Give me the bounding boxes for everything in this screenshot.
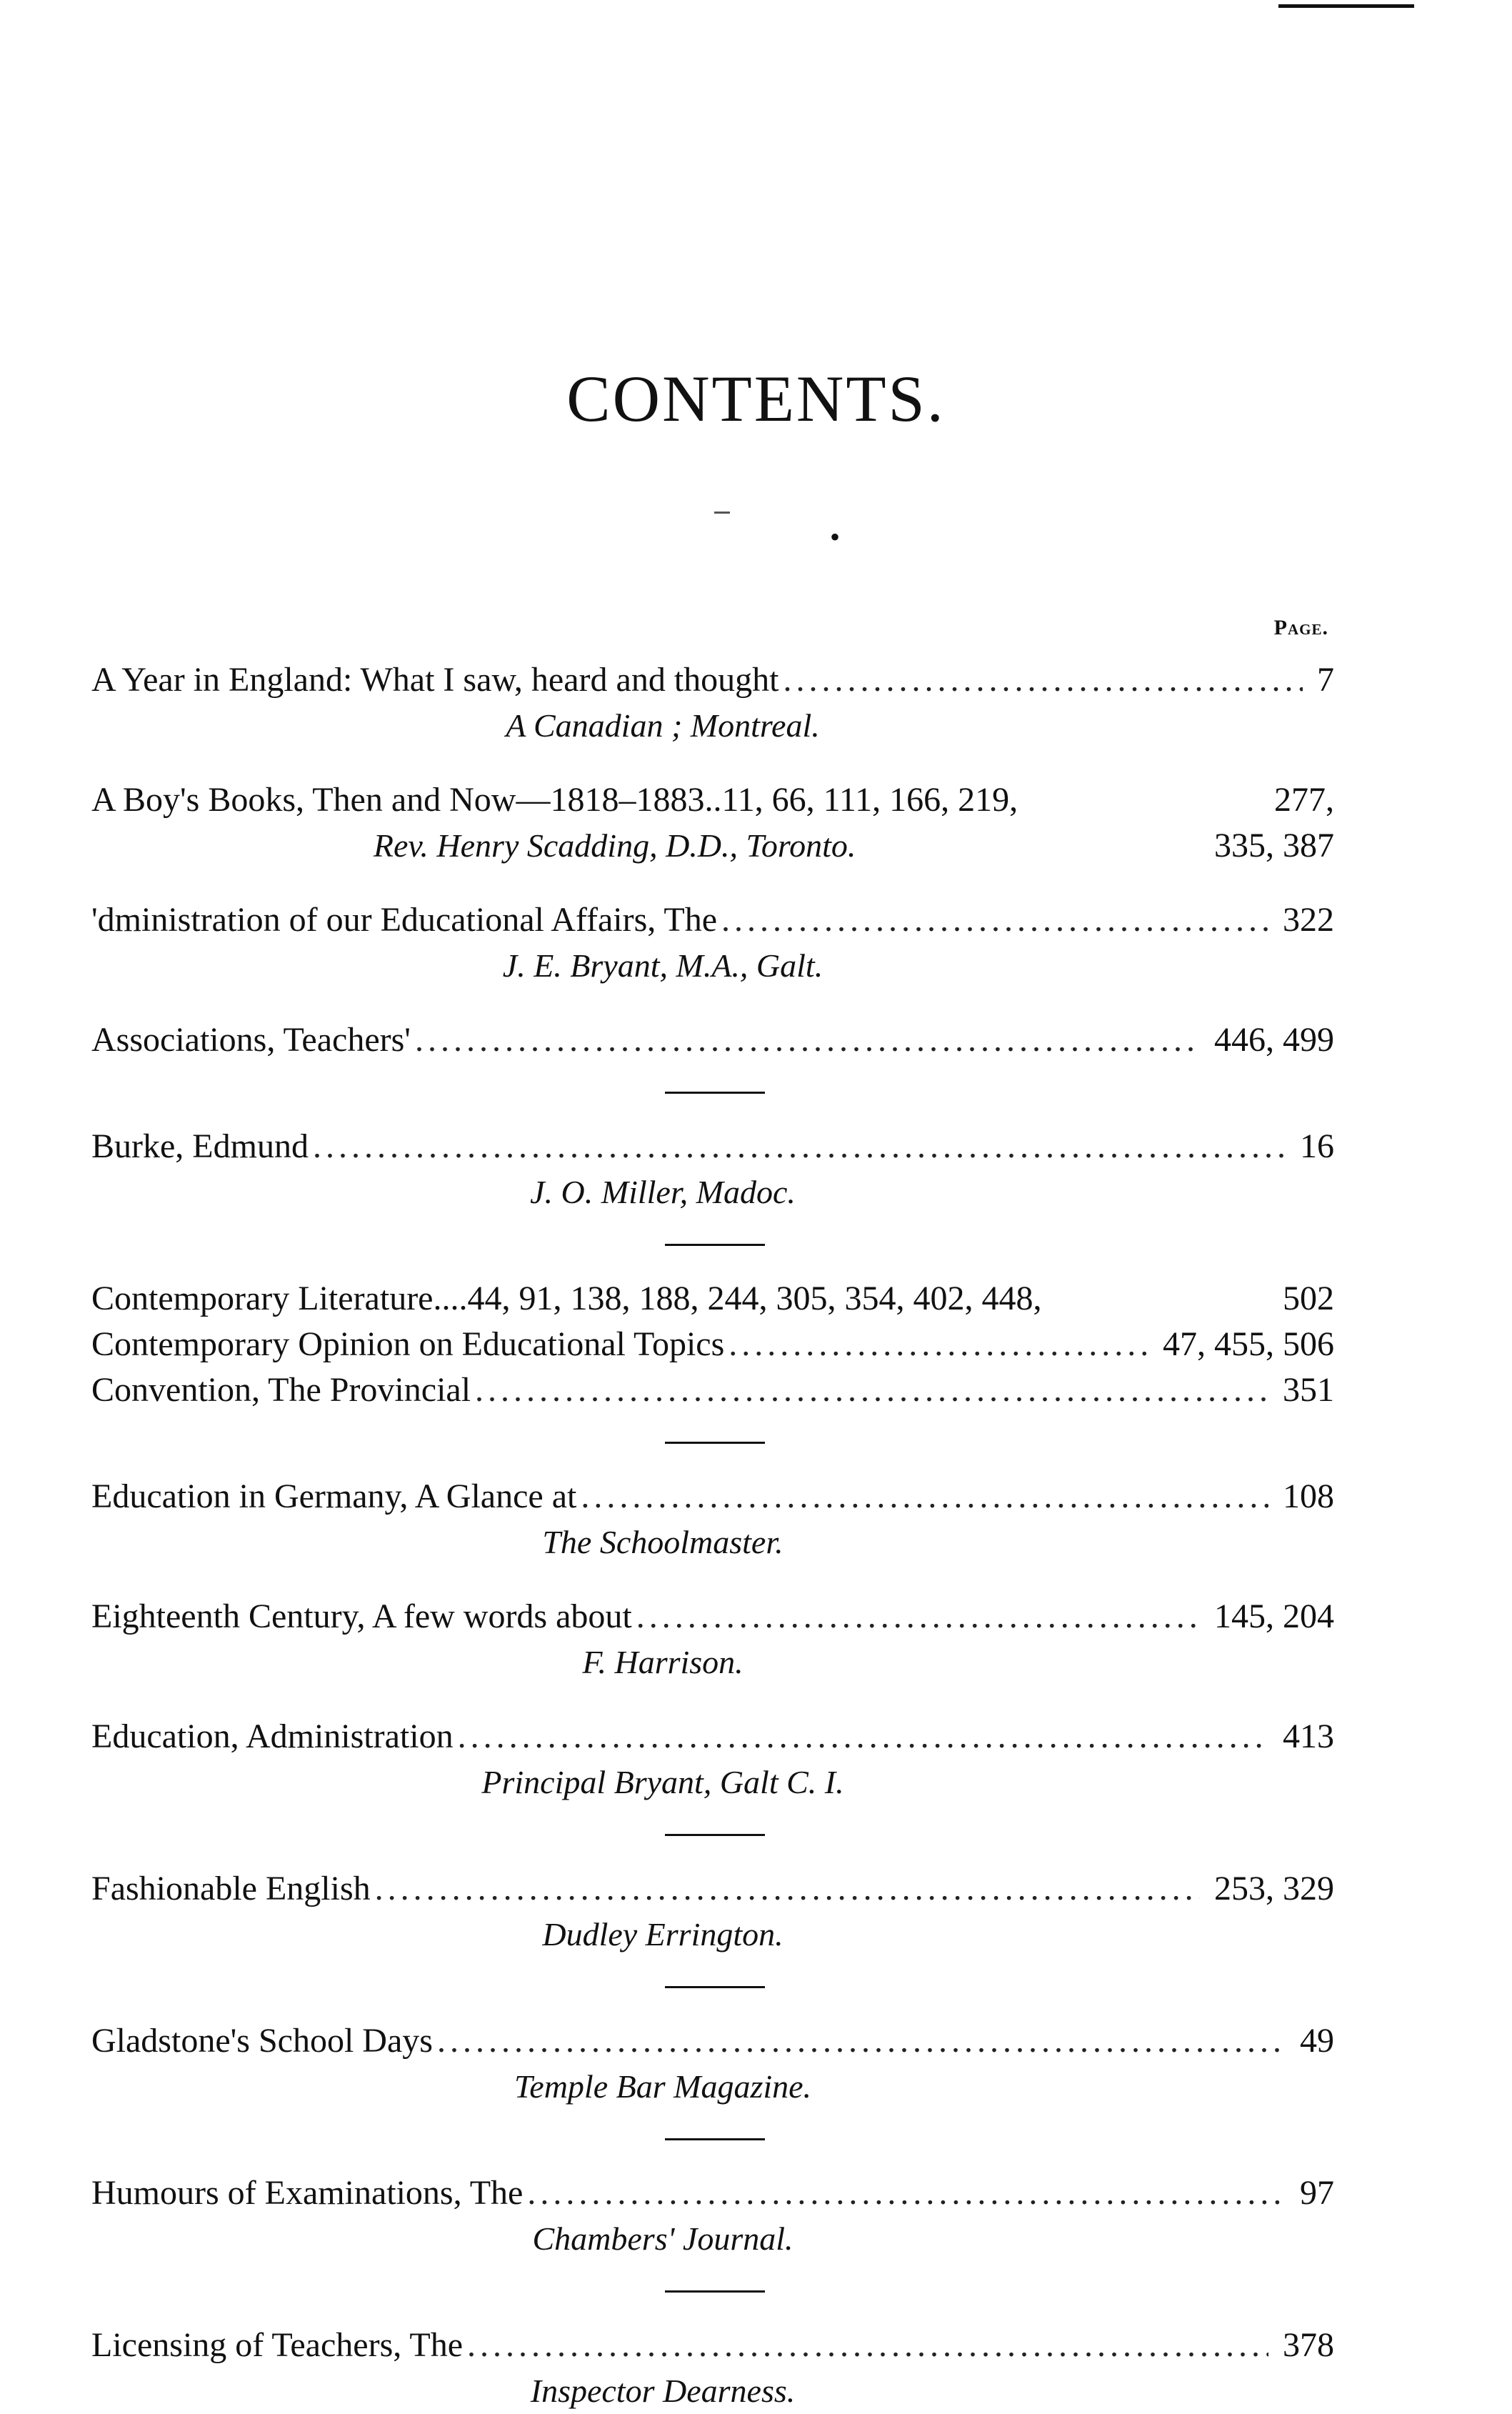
entry-pages: 322 — [1283, 901, 1334, 939]
entry-author: The Schoolmaster. — [542, 1524, 783, 1560]
contents-entry — [91, 1124, 1334, 1215]
entry-pages: 7 — [1317, 661, 1334, 699]
top-rule — [1278, 4, 1414, 8]
entry-pages: 413 — [1283, 1717, 1334, 1755]
contents-entry — [91, 1017, 1334, 1063]
entry-author: J. E. Bryant, M.A., Galt. — [502, 947, 823, 984]
entry-title[interactable]: Education in Germany, A Glance at — [91, 1477, 577, 1515]
entry-pages: 145, 204 — [1214, 1597, 1334, 1635]
dot-leader — [527, 2170, 1286, 2216]
section-separator — [665, 1092, 765, 1094]
dot-leader — [313, 1124, 1286, 1169]
contents-entry — [91, 1474, 1334, 1565]
section-separator — [665, 1244, 765, 1246]
entry-pages: 378 — [1283, 2326, 1334, 2364]
entry-title[interactable]: 'dministration of our Educational Affairs, The — [91, 901, 718, 939]
entry-title[interactable]: Gladstone's School Days — [91, 2022, 433, 2060]
contents-list — [91, 657, 1334, 2414]
section-separator — [665, 2138, 765, 2140]
entry-title[interactable]: Contemporary Literature....44, 91, 138, 188, 244, 305, 354, 402, 448, — [91, 1280, 1042, 1317]
contents-entry — [91, 657, 1334, 749]
contents-entry — [91, 897, 1334, 989]
entry-author: A Canadian ; Montreal. — [506, 707, 820, 744]
entry-title[interactable]: Humours of Examinations, The — [91, 2174, 524, 2212]
contents-entry — [91, 1714, 1334, 1805]
entry-title[interactable]: Convention, The Provincial — [91, 1371, 471, 1409]
entry-pages: 49 — [1300, 2022, 1334, 2060]
entry-author: Rev. Henry Scadding, D.D., Toronto. — [373, 827, 856, 864]
title-dash — [714, 512, 730, 514]
entry-title[interactable]: Contemporary Opinion on Educational Topics — [91, 1325, 725, 1363]
contents-entry — [91, 1276, 1334, 1322]
contents-entry — [91, 777, 1334, 869]
entry-title[interactable]: Associations, Teachers' — [91, 1021, 411, 1059]
entry-pages: 277, — [1274, 781, 1334, 819]
dot-leader — [437, 2018, 1286, 2064]
contents-entry — [91, 1866, 1334, 1957]
section-separator — [665, 1834, 765, 1836]
dot-leader — [475, 1367, 1268, 1413]
entry-pages-continued: 335, 387 — [1214, 827, 1334, 864]
entry-pages: 47, 455, 506 — [1163, 1325, 1334, 1363]
entry-author: Inspector Dearness. — [530, 2373, 796, 2409]
contents-entry — [91, 1367, 1334, 1413]
entry-pages: 16 — [1300, 1127, 1334, 1165]
entry-pages: 502 — [1283, 1280, 1334, 1317]
entry-pages: 253, 329 — [1214, 1870, 1334, 1907]
entry-title[interactable]: A Boy's Books, Then and Now—1818–1883..11, 66, 111, 166, 219, — [91, 781, 1018, 819]
dot-leader — [581, 1474, 1268, 1520]
entry-pages: 446, 499 — [1214, 1021, 1334, 1059]
dot-leader — [458, 1714, 1268, 1760]
entry-pages: 97 — [1300, 2174, 1334, 2212]
dot-leader — [721, 897, 1268, 943]
contents-entry — [91, 1322, 1334, 1367]
entry-pages: 351 — [1283, 1371, 1334, 1409]
entry-title[interactable]: Eighteenth Century, A few words about — [91, 1597, 632, 1635]
contents-entry — [91, 1594, 1334, 1685]
entry-author: F. Harrison. — [582, 1644, 744, 1680]
entry-title[interactable]: Burke, Edmund — [91, 1127, 309, 1165]
title-ornament: • — [830, 521, 841, 553]
entry-pages: 108 — [1283, 1477, 1334, 1515]
dot-leader — [415, 1017, 1200, 1063]
section-separator — [665, 2290, 765, 2293]
entry-author: J. O. Miller, Madoc. — [530, 1174, 796, 1210]
dot-leader — [375, 1866, 1200, 1912]
entry-title[interactable]: Education, Administration — [91, 1717, 454, 1755]
dot-leader — [783, 657, 1303, 703]
page-column-label: Page. — [1273, 616, 1328, 639]
section-separator — [665, 1986, 765, 1988]
contents-entry — [91, 2018, 1334, 2110]
entry-title[interactable]: A Year in England: What I saw, heard and thought — [91, 661, 779, 699]
entry-author: Temple Bar Magazine. — [514, 2068, 812, 2105]
contents-entry — [91, 2323, 1334, 2414]
page-title: CONTENTS. — [566, 362, 946, 435]
contents-entry — [91, 2170, 1334, 2262]
dot-leader — [729, 1322, 1148, 1367]
dot-leader — [467, 2323, 1268, 2368]
entry-author: Chambers' Journal. — [532, 2220, 793, 2257]
entry-author: Dudley Errington. — [542, 1916, 783, 1952]
entry-title[interactable]: Fashionable English — [91, 1870, 371, 1907]
entry-author: Principal Bryant, Galt C. I. — [481, 1764, 844, 1800]
section-separator — [665, 1442, 765, 1444]
dot-leader — [636, 1594, 1200, 1640]
entry-title[interactable]: Licensing of Teachers, The — [91, 2326, 464, 2364]
